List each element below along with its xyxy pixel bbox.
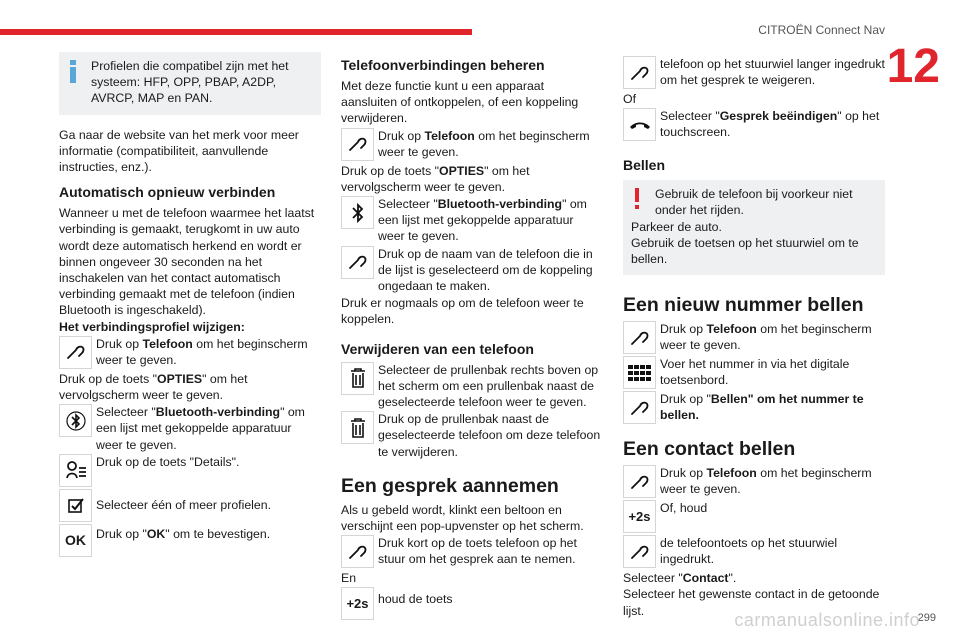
column-left	[59, 52, 321, 559]
step-options-2: Druk op de toets "OPTIES" om het vervolgscherm weer te geven.	[341, 163, 530, 194]
touch-icon	[623, 465, 656, 498]
step-telefoon-4: Druk op Telefoon om het beginscherm weer te geven.	[623, 465, 885, 499]
text-of: Of	[623, 92, 636, 106]
page-number: 299	[917, 612, 936, 624]
touch-icon	[341, 128, 374, 161]
chapter-number: 12	[886, 40, 940, 93]
touch-icon	[623, 321, 656, 354]
bluetooth-icon	[341, 196, 374, 229]
step-unpair: Druk op de naam van de telefoon die in de lijst is geselecteerd om de koppeling ongedaan te maken.	[341, 246, 603, 295]
info-note-text: Profielen die compatibel zijn met het systeem: HFP, OPP, PBAP, A2DP, AVRCP, MAP en PAN.	[91, 59, 289, 106]
step-options: Druk op de toets "OPTIES" om het vervolgscherm weer te geven.	[59, 371, 248, 403]
watermark: carmanualsonline.info	[734, 610, 920, 630]
touch-icon	[623, 391, 656, 424]
step-trash-2: Druk op de prullenbak naast de geselecteerde telefoon om deze telefoon te verwijderen.	[341, 411, 603, 460]
text-en: En	[341, 571, 357, 586]
heading-delete: Verwijderen van een telefoon	[341, 340, 534, 357]
paragraph-select-contact: Selecteer het gewenste contact in de getoonde lijst.	[623, 587, 880, 618]
step-telefoon-3: Druk op Telefoon om het beginscherm weer te geven.	[623, 321, 885, 355]
heading-auto-reconnect: Automatisch opnieuw verbinden	[59, 184, 276, 201]
hold-2s-icon: +2s	[623, 500, 656, 533]
checkbox-icon	[59, 489, 92, 522]
step-long-press: telefoon op het stuurwiel langer ingedrukt om het gesprek te weigeren.	[623, 56, 885, 90]
heading-call: Bellen	[623, 157, 666, 174]
info-icon	[69, 60, 77, 84]
step-keypad: Voer het nummer in via het digitale toetsenbord.	[623, 356, 885, 390]
step-bluetooth-2: Selecteer "Bluetooth-verbinding" om een lijst met gekoppelde apparatuur weer te geven.	[341, 196, 603, 245]
paragraph-auto-reconnect: Wanneer u met de telefoon waarmee het laatst verbinding is gemaakt, terugkomt in uw auto wordt deze automatisch herkend en wordt er binnen ongeveer 30 seconden na het inschakelen van het contact automatisch verbinding gemaakt met de telefoon (indien Bluetooth is ingeschakeld).	[59, 206, 315, 318]
step-telefoon: Druk op Telefoon om het beginscherm weer te geven.	[59, 336, 321, 370]
paragraph-website: Ga naar de website van het merk voor meer informatie (compatibiliteit, aanvullende instructies, enz.).	[59, 127, 299, 175]
ok-icon: OK	[59, 524, 92, 557]
heading-manage: Telefoonverbindingen beheren	[341, 57, 545, 73]
header-title: CITROËN Connect Nav	[758, 23, 885, 37]
step-profiles: Selecteer één of meer profielen.	[59, 489, 321, 523]
paragraph-repair: Druk er nogmaals op om de telefoon weer te koppelen.	[341, 296, 584, 327]
step-call-number: Druk op "Bellen" om het nummer te bellen.	[623, 391, 885, 425]
step-bluetooth: Selecteer "Bluetooth-verbinding" om een lijst met gekoppelde apparatuur weer te geven.	[59, 404, 321, 453]
profile-heading: Het verbindingsprofiel wijzigen:	[59, 319, 245, 334]
step-short-press: Druk kort op de toets telefoon op het stuur om het gesprek aan te nemen.	[341, 535, 603, 569]
details-icon	[59, 454, 92, 487]
step-telefoon-2: Druk op Telefoon om het beginscherm weer te geven.	[341, 128, 603, 162]
warning-note: Gebruik de telefoon bij voorkeur niet onder het rijden. Parkeer de auto. Gebruik de toetsen op het stuurwiel om te bellen.	[623, 180, 885, 275]
header-red-bar	[0, 29, 472, 35]
trash-icon	[341, 362, 374, 395]
trash-icon	[341, 411, 374, 444]
step-ok: OK Druk op "OK" om te bevestigen.	[59, 524, 321, 558]
keypad-icon	[623, 356, 656, 389]
step-select-contact: Selecteer "Contact".	[623, 571, 737, 586]
paragraph-answer: Als u gebeld wordt, klinkt een beltoon en verschijnt een pop-upvenster op het scherm.	[341, 502, 584, 534]
touch-icon	[341, 535, 374, 568]
column-middle	[341, 52, 603, 622]
step-end-call: Selecteer "Gesprek beëindigen" op het touchscreen.	[623, 108, 885, 142]
heading-contact: Een contact bellen	[623, 438, 796, 461]
heading-answer: Een gesprek aannemen	[341, 474, 559, 497]
step-details: Druk op de toets "Details".	[59, 454, 321, 488]
column-right	[623, 52, 885, 619]
touch-icon	[59, 336, 92, 369]
step-phone-key: de telefoontoets op het stuurwiel ingedrukt.	[623, 535, 885, 569]
step-hold-2: +2s Of, houd	[623, 500, 885, 534]
hang-up-icon	[623, 108, 656, 141]
heading-new-number: Een nieuw nummer bellen	[623, 294, 864, 317]
step-trash-1: Selecteer de prullenbak rechts boven op het scherm om een prullenbak naast de geselecteerde telefoon weer te geven.	[341, 362, 603, 411]
touch-icon	[623, 535, 656, 568]
hold-2s-icon: +2s	[341, 587, 374, 620]
bluetooth-touch-icon	[59, 404, 92, 437]
paragraph-manage: Met deze functie kunt u een apparaat aansluiten of ontkoppelen, of een koppeling verwijderen.	[341, 79, 579, 126]
step-hold: +2s houd de toets	[341, 587, 603, 621]
touch-icon	[623, 56, 656, 89]
touch-icon	[341, 246, 374, 279]
warning-icon	[635, 188, 639, 210]
info-note	[59, 52, 321, 115]
